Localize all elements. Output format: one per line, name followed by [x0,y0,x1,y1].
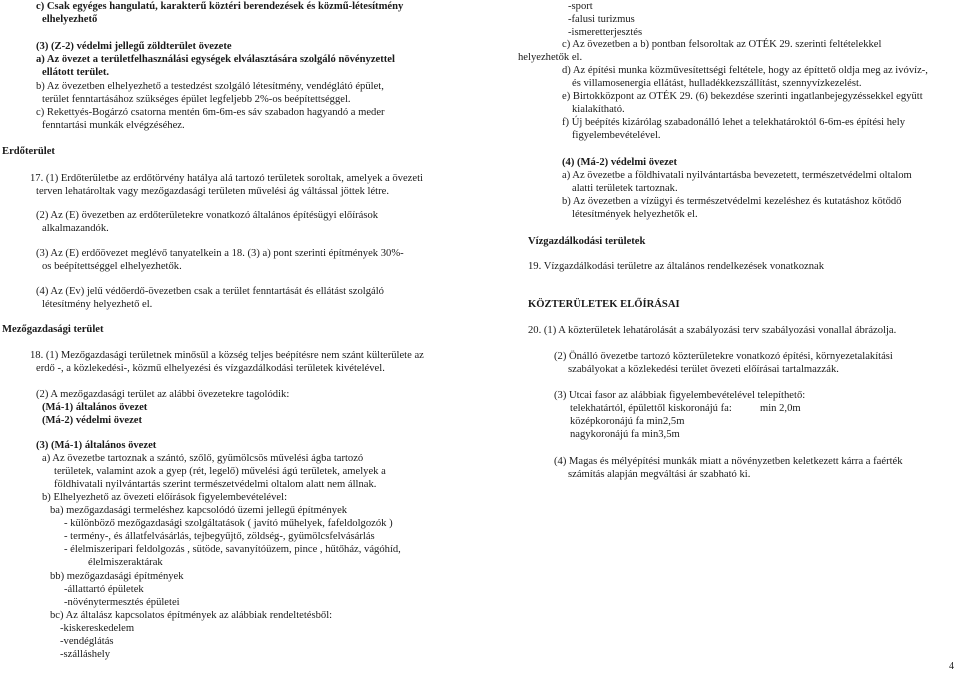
text-line: alatti területek tartoznak. [572,183,678,194]
paragraph-20-1: 20. (1) A közterületek lehatárolását a szabályozási terv szabályozási vonallal ábrázolja. [528,325,897,336]
text-line: (4) Magas és mélyépítési munkák miatt a növényzetben keletkezett kárra a faérték [554,456,903,467]
paragraph-20-2 [554,350,893,376]
text-line: kialakítható. [572,104,625,115]
text-line: elhelyezhető [42,14,98,25]
paragraph-18-3-ba: ba) mezőgazdasági termeléshez kapcsolódó üzemi jellegű építmények [50,505,348,516]
table-row [570,402,801,415]
text-line: (Má-2) védelmi övezet [42,415,143,426]
paragraph-17-3 [36,247,404,273]
text-line: számítás alapján megváltási ár szabható ki. [568,469,751,480]
table-row [570,428,801,441]
list-top-items [568,0,642,39]
text-line: b) Az övezetben elhelyezhető a testedzést szolgáló létesítmény, vendéglátó épület, [36,81,384,92]
subsection-title-ma2: (4) (Má-2) védelmi övezet [562,157,678,168]
list-item: -falusi turizmus [568,14,635,25]
paragraph-z2-b [36,80,384,106]
text-line: (2) A mezőgazdasági terület az alábbi övezetekre tagolódik: [36,389,290,400]
paragraph-top-c [36,0,403,26]
table-cell-label: nagykoronájú fa min3,5m [570,429,680,440]
list-item: -állattartó épületek [64,584,144,595]
list-item: -szálláshely [60,649,111,660]
paragraph-e [562,90,923,116]
text-line: e) Birtokközpont az OTÉK 29. (6) bekezdése szerinti ingatlanbejegyzéssekkel együtt [562,91,923,102]
list-item: - élelmiszeripari feldolgozás , sütöde, savanyítóüzem, pince , hűtőház, vágóhíd, [64,544,401,555]
paragraph-17-4 [36,285,384,311]
text-line: helyezhetők el. [518,52,583,63]
text-line: os beépítettséggel elhelyezhetők. [42,261,182,272]
section-heading-kozter: KÖZTERÜLETEK ELŐÍRÁSAI [528,299,680,310]
text-line: 18. (1) Mezőgazdasági területnek minősül a község teljes beépítésre nem szánt külterülete az [30,350,424,361]
text-line: f) Új beépítés kizárólag szabadonálló lehet a telekhatároktól 6-6m-es építési hely [562,117,905,128]
paragraph-18-3-b: b) Elhelyezhető az övezeti előírások figyelembevételével: [42,492,288,503]
paragraph-c [518,38,882,64]
paragraph-18-3-a [42,452,386,491]
page-number: 4 [949,661,954,672]
text-line: és villamosenergia ellátást, hulladékkezszállítást, szennyvízkezelést. [572,78,862,89]
paragraph-ma2-a [562,169,912,195]
text-line: c) Az övezetben a b) pontban felsoroltak az OTÉK 29. szerinti feltételekkel [562,39,882,50]
section-heading-erdo: Erdőterület [2,146,55,157]
text-line: terület fenntartásához szükséges épület legfeljebb 2%-os beépítettséggel. [42,94,351,105]
paragraph-f [562,116,905,142]
table-cell-label: telekhatártól, épülettől kiskoronájú fa: [570,403,732,414]
subsection-title-ma1: (3) (Má-1) általános övezet [36,440,157,451]
z2-title: (3) (Z-2) védelmi jellegű zöldterület övezete [36,41,232,52]
text-line: a) Az övezet a területfelhasználási egységek elválasztására szolgáló növényzettel [36,54,395,65]
list-item: -ismeretterjesztés [568,27,643,38]
text-line: alkalmazandók. [42,223,109,234]
text-line: a) Az övezetbe a földhivatali nyilvántartásba bevezetett, természetvédelmi oltalom [562,170,912,181]
text-line: területek, valamint azok a gyep (rét, legelő) művelési ágú területek, amelyek a [54,466,386,477]
text-line: létesítmény helyezhető el. [42,299,153,310]
paragraph-20-3: (3) Utcai fasor az alábbiak figyelembevételével telepíthető: [554,390,806,401]
section-heading-viz: Vízgazdálkodási területek [528,236,646,247]
text-line: d) Az építési munka közművesítettségi feltétele, hogy az építtető oldja meg az ivóvíz-, [562,65,928,76]
list-ba-items [64,517,401,569]
list-item: -kiskereskedelem [60,623,135,634]
paragraph-18-3-bc: bc) Az általász kapcsolatos építmények az alábbiak rendeltetésből: [50,610,333,621]
text-line: (2) Önálló övezetbe tartozó közterületekre vonatkozó építési, környezetalakítási [554,351,893,362]
paragraph-19: 19. Vízgazdálkodási területre az általános rendelkezések vonatkoznak [528,261,825,272]
text-line: terven lehatároltak vagy mezőgazdasági területen művelési ág váltással jöttek létre. [36,186,389,197]
text-line: földhivatali nyilvántartás szerint természetvédelmi oltalom alatt nem állnak. [54,479,377,490]
text-line: létesítmények helyezhetők el. [572,209,698,220]
list-item: - különböző mezőgazdasági szolgáltatások ( javító műhelyek, fafeldolgozók ) [64,518,393,529]
text-line: (3) Az (E) erdőövezet meglévő tanyatelkein a 18. (3) a) pont szerinti építmények 30%- [36,248,404,259]
list-item: - termény-, és állatfelvásárlás, tejbegyűjtő, zöldség-, gyümölcsfelvásárlás [64,531,375,542]
text-line: fenntartási munkák elvégzéséhez. [42,120,185,131]
list-item: -vendéglátás [60,636,114,647]
text-line: ellátott terület. [42,67,110,78]
text-line: (Má-1) általános övezet [42,402,148,413]
paragraph-z2-a [36,53,395,79]
text-line: 17. (1) Erdőterületbe az erdőtörvény hatálya alá tartozó területek soroltak, amelyek a övezeti [30,173,423,184]
paragraph-18-1 [30,349,424,375]
paragraph-18-3-bb: bb) mezőgazdasági építmények [50,571,184,582]
text-line: (4) Az (Ev) jelű védőerdő-övezetben csak a terület fenntartását és ellátást szolgáló [36,286,384,297]
text-line: erdő -, a közlekedési-, közmű elhelyezési és vízgazdálkodási területek kivételével. [36,363,385,374]
list-bc-items [60,622,134,661]
paragraph-17-1 [30,172,423,198]
section-heading-mezo: Mezőgazdasági terület [2,324,104,335]
paragraph-z2-c [36,106,385,132]
list-item: -növénytermesztés épületei [64,597,180,608]
table-cell-value: min 2,0m [760,403,801,414]
text-line: c) Csak egyéges hangulatú, karakterű köztéri berendezések és közmű-létesítmény [36,1,404,12]
paragraph-20-4 [554,455,903,481]
text-line: szabályokat a közlekedési terület övezeti előírásai tartalmazzák. [568,364,839,375]
paragraph-ma2-b [562,195,901,221]
tree-spacing-table [570,402,801,441]
list-bb-items [64,583,180,609]
text-line: b) Az övezetben a vízügyi és természetvédelmi kezeléshez és kutatáshoz kötődő [562,196,902,207]
text-line: a) Az övezetbe tartoznak a szántó, szőlő, gyümölcsös művelési ágba tartozó [42,453,364,464]
table-row [570,415,801,428]
list-item: élelmiszeraktárak [88,557,163,568]
text-line: (2) Az (E) övezetben az erdőterületekre vonatkozó általános építésügyi előírások [36,210,379,221]
text-line: figyelembevételével. [572,130,661,141]
text-line: c) Rekettyés-Bogárzó csatorna mentén 6m-6m-es sáv szabadon hagyandó a meder [36,107,385,118]
paragraph-17-2 [36,209,378,235]
list-item: -sport [568,1,593,12]
table-cell-label: középkoronájú fa min2,5m [570,416,685,427]
paragraph-d [562,64,928,90]
paragraph-18-2 [36,388,289,427]
